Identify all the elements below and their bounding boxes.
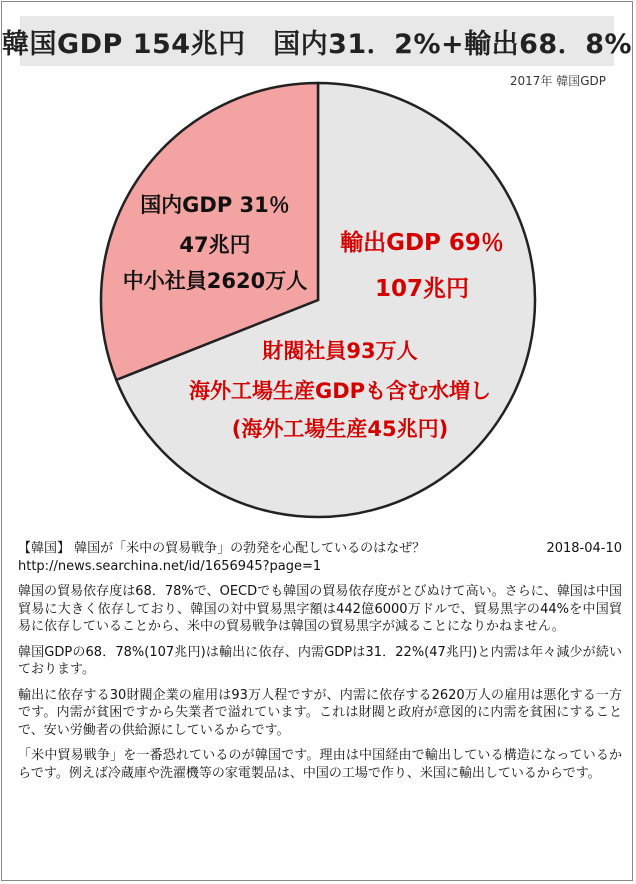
article-paragraph: 韓国の貿易依存度は68．78%で、OECDでも韓国の貿易依存度がとびぬけて高い。さらに、韓国は中国貿易に大きく依存しており、韓国の対中貿易黒字額は442億6000万ドルで、貿易黒字の44%を中国貿易に依存していることから、米中の貿易戦争は韓国の貿易黒字が減ることになりかねません。 [18, 584, 622, 634]
page-title: 韓国GDP 154兆円 国内31．2%+輸出68．8% [1, 28, 633, 60]
chart-caption: 2017年 韓国GDP [509, 74, 606, 88]
chart-annotation: 財閥社員93万人 [262, 339, 418, 363]
slice-label: 中小社員2620万人 [122, 269, 308, 293]
article-paragraph: 輸出に依存する30財閥企業の雇用は93万人程ですが、内需に依存する2620万人の雇用は悪化する一方です。内需が貧困ですから失業者で溢れています。これは財閥と政府が意図的に内需を貧困にすることで、安い労働者の供給源にしているからです。 [18, 687, 622, 738]
article-headline: 【韓国】 韓国が「米中の貿易戦争」の勃発を心配しているのはなぜ？ [18, 541, 426, 556]
slice-label: 47兆円 [179, 233, 251, 257]
article-paragraph: 「米中貿易戦争」を一番恐れているのが韓国です。理由は中国経由で輸出している構造になっているからです。例えば冷蔵庫や洗濯機等の家電製品は、中国の工場で作り、米国に輸出しているからです。 [18, 748, 622, 781]
chart-annotation: (海外工場生産45兆円) [231, 417, 449, 441]
slice-label: 輸出GDP 69％ [340, 230, 504, 256]
article [18, 540, 622, 790]
article-date: 2018-04-10 [546, 541, 622, 556]
article-paragraph: 韓国GDPの68．78%(107兆円)は輸出に依存、内需GDPは31．22%(47兆円)と内需は年々減少が続いております。 [18, 644, 622, 677]
slice-label: 国内GDP 31％ [140, 193, 290, 217]
slice-label: 107兆円 [374, 276, 470, 302]
chart-annotation: 海外工場生産GDPも含む水増し [188, 379, 492, 403]
article-url[interactable]: http://news.searchina.net/id/1656945?page=1 [18, 558, 322, 574]
article-header [18, 540, 622, 558]
